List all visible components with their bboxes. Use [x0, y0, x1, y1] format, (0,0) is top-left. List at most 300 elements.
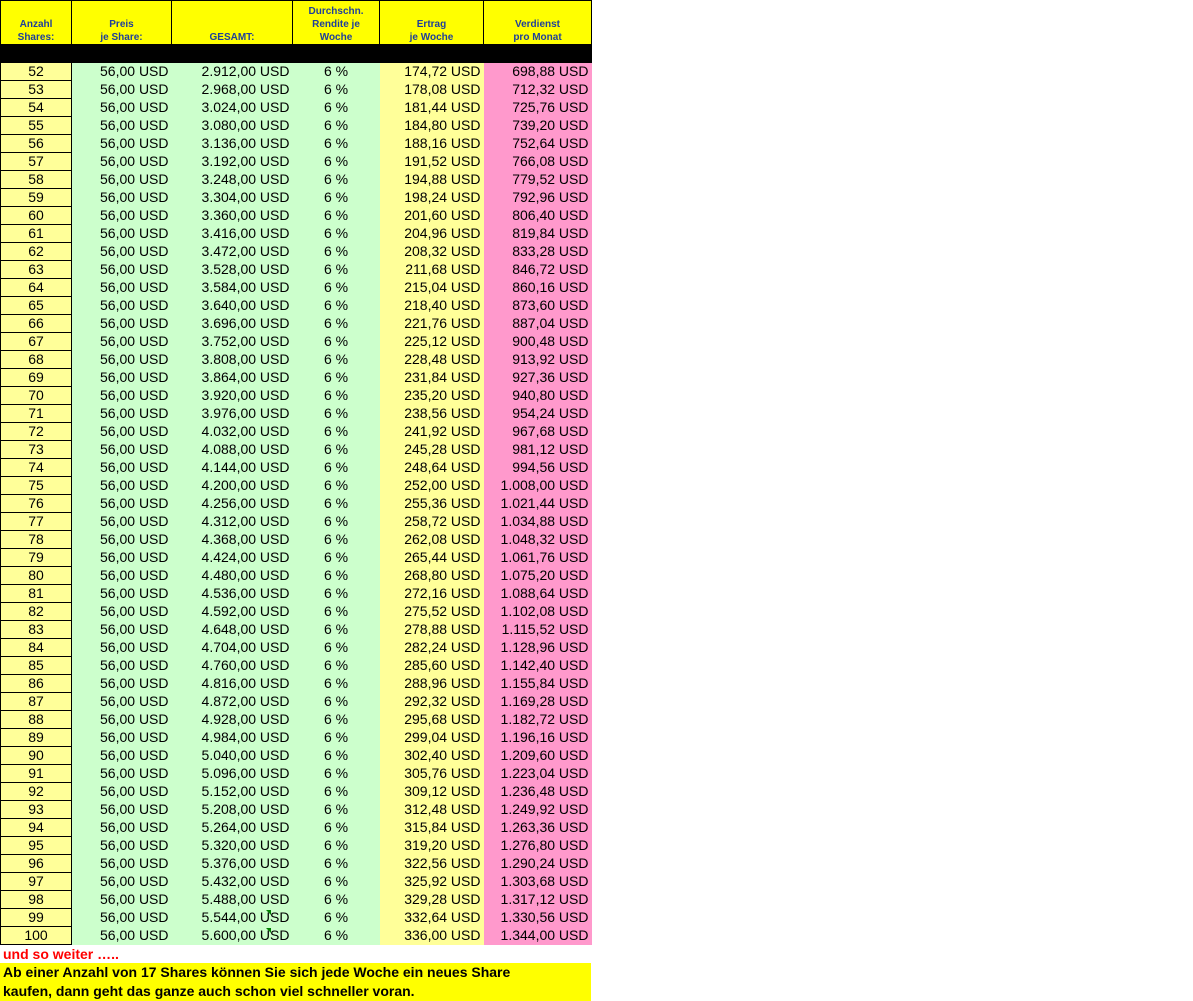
cell-gesamt[interactable]: 4.032,00 USD [172, 423, 293, 441]
cell-verdienst[interactable]: 1.196,16 USD [484, 729, 592, 747]
cell-gesamt[interactable]: 4.984,00 USD [172, 729, 293, 747]
cell-rendite[interactable]: 6 % [293, 855, 380, 873]
cell-shares[interactable]: 59 [1, 189, 72, 207]
cell-verdienst[interactable]: 1.102,08 USD [484, 603, 592, 621]
cell-gesamt[interactable]: 3.640,00 USD [172, 297, 293, 315]
cell-rendite[interactable]: 6 % [293, 387, 380, 405]
cell-shares[interactable]: 54 [1, 99, 72, 117]
cell-rendite[interactable]: 6 % [293, 225, 380, 243]
cell-gesamt[interactable]: 4.536,00 USD [172, 585, 293, 603]
cell-preis[interactable]: 56,00 USD [72, 423, 172, 441]
cell-gesamt[interactable]: 3.080,00 USD [172, 117, 293, 135]
cell-shares[interactable]: 96 [1, 855, 72, 873]
cell-preis[interactable]: 56,00 USD [72, 261, 172, 279]
cell-rendite[interactable]: 6 % [293, 675, 380, 693]
cell-rendite[interactable]: 6 % [293, 495, 380, 513]
cell-preis[interactable]: 56,00 USD [72, 117, 172, 135]
cell-preis[interactable]: 56,00 USD [72, 189, 172, 207]
cell-shares[interactable]: 93 [1, 801, 72, 819]
cell-preis[interactable]: 56,00 USD [72, 99, 172, 117]
cell-ertrag[interactable]: 312,48 USD [380, 801, 484, 819]
cell-ertrag[interactable]: 275,52 USD [380, 603, 484, 621]
header-rendite[interactable]: Durchschn. Rendite je Woche [293, 1, 380, 45]
cell-gesamt[interactable]: 3.808,00 USD [172, 351, 293, 369]
header-anzahl-shares[interactable]: Anzahl Shares: [1, 1, 72, 45]
cell-shares[interactable]: 55 [1, 117, 72, 135]
cell-shares[interactable]: 79 [1, 549, 72, 567]
cell-rendite[interactable]: 6 % [293, 369, 380, 387]
cell-preis[interactable]: 56,00 USD [72, 639, 172, 657]
cell-gesamt[interactable]: 3.976,00 USD [172, 405, 293, 423]
cell-preis[interactable]: 56,00 USD [72, 891, 172, 909]
cell-ertrag[interactable]: 235,20 USD [380, 387, 484, 405]
cell-ertrag[interactable]: 278,88 USD [380, 621, 484, 639]
cell-shares[interactable]: 57 [1, 153, 72, 171]
cell-verdienst[interactable]: 887,04 USD [484, 315, 592, 333]
cell-verdienst[interactable]: 860,16 USD [484, 279, 592, 297]
und-so-weiter-text[interactable]: und so weiter ….. [0, 945, 591, 963]
cell-gesamt[interactable]: 3.304,00 USD [172, 189, 293, 207]
cell-verdienst[interactable]: 1.115,52 USD [484, 621, 592, 639]
cell-ertrag[interactable]: 178,08 USD [380, 81, 484, 99]
cell-preis[interactable]: 56,00 USD [72, 729, 172, 747]
cell-rendite[interactable]: 6 % [293, 585, 380, 603]
cell-rendite[interactable]: 6 % [293, 711, 380, 729]
cell-verdienst[interactable]: 1.034,88 USD [484, 513, 592, 531]
cell-verdienst[interactable]: 1.303,68 USD [484, 873, 592, 891]
cell-rendite[interactable]: 6 % [293, 171, 380, 189]
cell-verdienst[interactable]: 1.330,56 USD [484, 909, 592, 927]
cell-shares[interactable]: 58 [1, 171, 72, 189]
cell-preis[interactable]: 56,00 USD [72, 801, 172, 819]
cell-ertrag[interactable]: 255,36 USD [380, 495, 484, 513]
cell-rendite[interactable]: 6 % [293, 549, 380, 567]
cell-rendite[interactable]: 6 % [293, 801, 380, 819]
cell-verdienst[interactable]: 766,08 USD [484, 153, 592, 171]
cell-gesamt[interactable]: 4.928,00 USD [172, 711, 293, 729]
cell-shares[interactable]: 81 [1, 585, 72, 603]
cell-preis[interactable]: 56,00 USD [72, 243, 172, 261]
cell-ertrag[interactable]: 315,84 USD [380, 819, 484, 837]
cell-verdienst[interactable]: 954,24 USD [484, 405, 592, 423]
cell-shares[interactable]: 72 [1, 423, 72, 441]
cell-rendite[interactable]: 6 % [293, 243, 380, 261]
cell-gesamt[interactable]: 5.096,00 USD [172, 765, 293, 783]
cell-ertrag[interactable]: 288,96 USD [380, 675, 484, 693]
cell-preis[interactable]: 56,00 USD [72, 441, 172, 459]
cell-verdienst[interactable]: 981,12 USD [484, 441, 592, 459]
cell-shares[interactable]: 71 [1, 405, 72, 423]
cell-shares[interactable]: 66 [1, 315, 72, 333]
cell-preis[interactable]: 56,00 USD [72, 927, 172, 945]
cell-ertrag[interactable]: 174,72 USD [380, 63, 484, 81]
cell-verdienst[interactable]: 1.344,00 USD [484, 927, 592, 945]
cell-ertrag[interactable]: 309,12 USD [380, 783, 484, 801]
cell-verdienst[interactable]: 913,92 USD [484, 351, 592, 369]
cell-verdienst[interactable]: 873,60 USD [484, 297, 592, 315]
cell-shares[interactable]: 84 [1, 639, 72, 657]
cell-ertrag[interactable]: 225,12 USD [380, 333, 484, 351]
cell-ertrag[interactable]: 215,04 USD [380, 279, 484, 297]
cell-shares[interactable]: 75 [1, 477, 72, 495]
cell-shares[interactable]: 99 [1, 909, 72, 927]
cell-shares[interactable]: 90 [1, 747, 72, 765]
cell-shares[interactable]: 70 [1, 387, 72, 405]
cell-verdienst[interactable]: 1.182,72 USD [484, 711, 592, 729]
cell-preis[interactable]: 56,00 USD [72, 351, 172, 369]
cell-gesamt[interactable]: 3.472,00 USD [172, 243, 293, 261]
cell-ertrag[interactable]: 245,28 USD [380, 441, 484, 459]
cell-gesamt[interactable]: 3.360,00 USD [172, 207, 293, 225]
cell-verdienst[interactable]: 752,64 USD [484, 135, 592, 153]
cell-shares[interactable]: 92 [1, 783, 72, 801]
cell-verdienst[interactable]: 1.169,28 USD [484, 693, 592, 711]
cell-preis[interactable]: 56,00 USD [72, 747, 172, 765]
cell-gesamt[interactable]: 4.704,00 USD [172, 639, 293, 657]
cell-rendite[interactable]: 6 % [293, 459, 380, 477]
cell-preis[interactable]: 56,00 USD [72, 531, 172, 549]
cell-ertrag[interactable]: 204,96 USD [380, 225, 484, 243]
cell-gesamt[interactable]: 5.264,00 USD [172, 819, 293, 837]
cell-verdienst[interactable]: 1.075,20 USD [484, 567, 592, 585]
cell-preis[interactable]: 56,00 USD [72, 711, 172, 729]
cell-preis[interactable]: 56,00 USD [72, 657, 172, 675]
cell-verdienst[interactable]: 819,84 USD [484, 225, 592, 243]
cell-ertrag[interactable]: 248,64 USD [380, 459, 484, 477]
cell-rendite[interactable]: 6 % [293, 423, 380, 441]
cell-verdienst[interactable]: 846,72 USD [484, 261, 592, 279]
cell-verdienst[interactable]: 927,36 USD [484, 369, 592, 387]
cell-rendite[interactable]: 6 % [293, 477, 380, 495]
cell-rendite[interactable]: 6 % [293, 279, 380, 297]
cell-preis[interactable]: 56,00 USD [72, 171, 172, 189]
cell-ertrag[interactable]: 322,56 USD [380, 855, 484, 873]
cell-preis[interactable]: 56,00 USD [72, 135, 172, 153]
cell-ertrag[interactable]: 285,60 USD [380, 657, 484, 675]
cell-preis[interactable]: 56,00 USD [72, 873, 172, 891]
header-ertrag[interactable]: Ertrag je Woche [380, 1, 484, 45]
cell-rendite[interactable]: 6 % [293, 189, 380, 207]
cell-verdienst[interactable]: 725,76 USD [484, 99, 592, 117]
cell-gesamt[interactable]: 4.088,00 USD [172, 441, 293, 459]
cell-shares[interactable]: 95 [1, 837, 72, 855]
cell-ertrag[interactable]: 258,72 USD [380, 513, 484, 531]
cell-preis[interactable]: 56,00 USD [72, 549, 172, 567]
cell-preis[interactable]: 56,00 USD [72, 585, 172, 603]
cell-shares[interactable]: 94 [1, 819, 72, 837]
cell-verdienst[interactable]: 1.088,64 USD [484, 585, 592, 603]
cell-rendite[interactable]: 6 % [293, 297, 380, 315]
cell-verdienst[interactable]: 833,28 USD [484, 243, 592, 261]
cell-preis[interactable]: 56,00 USD [72, 909, 172, 927]
cell-verdienst[interactable]: 712,32 USD [484, 81, 592, 99]
cell-shares[interactable]: 73 [1, 441, 72, 459]
cell-gesamt[interactable]: 5.544,00 USD [172, 909, 293, 927]
cell-gesamt[interactable]: 4.872,00 USD [172, 693, 293, 711]
cell-rendite[interactable]: 6 % [293, 117, 380, 135]
comment-flag-icon[interactable] [266, 910, 271, 915]
cell-verdienst[interactable]: 1.155,84 USD [484, 675, 592, 693]
cell-gesamt[interactable]: 3.920,00 USD [172, 387, 293, 405]
cell-verdienst[interactable]: 1.142,40 USD [484, 657, 592, 675]
cell-ertrag[interactable]: 265,44 USD [380, 549, 484, 567]
cell-preis[interactable]: 56,00 USD [72, 369, 172, 387]
cell-gesamt[interactable]: 4.256,00 USD [172, 495, 293, 513]
cell-ertrag[interactable]: 299,04 USD [380, 729, 484, 747]
cell-ertrag[interactable]: 201,60 USD [380, 207, 484, 225]
cell-rendite[interactable]: 6 % [293, 261, 380, 279]
cell-verdienst[interactable]: 1.048,32 USD [484, 531, 592, 549]
cell-gesamt[interactable]: 4.648,00 USD [172, 621, 293, 639]
cell-rendite[interactable]: 6 % [293, 909, 380, 927]
cell-preis[interactable]: 56,00 USD [72, 81, 172, 99]
cell-verdienst[interactable]: 967,68 USD [484, 423, 592, 441]
cell-rendite[interactable]: 6 % [293, 441, 380, 459]
cell-preis[interactable]: 56,00 USD [72, 693, 172, 711]
cell-verdienst[interactable]: 1.128,96 USD [484, 639, 592, 657]
comment-flag-icon[interactable] [266, 928, 271, 933]
cell-gesamt[interactable]: 5.600,00 USD [172, 927, 293, 945]
cell-preis[interactable]: 56,00 USD [72, 855, 172, 873]
cell-preis[interactable]: 56,00 USD [72, 279, 172, 297]
cell-ertrag[interactable]: 332,64 USD [380, 909, 484, 927]
cell-verdienst[interactable]: 779,52 USD [484, 171, 592, 189]
cell-ertrag[interactable]: 221,76 USD [380, 315, 484, 333]
cell-rendite[interactable]: 6 % [293, 891, 380, 909]
cell-preis[interactable]: 56,00 USD [72, 567, 172, 585]
cell-verdienst[interactable]: 1.223,04 USD [484, 765, 592, 783]
cell-rendite[interactable]: 6 % [293, 819, 380, 837]
cell-shares[interactable]: 89 [1, 729, 72, 747]
cell-gesamt[interactable]: 2.912,00 USD [172, 63, 293, 81]
cell-preis[interactable]: 56,00 USD [72, 459, 172, 477]
cell-gesamt[interactable]: 3.864,00 USD [172, 369, 293, 387]
cell-rendite[interactable]: 6 % [293, 693, 380, 711]
cell-preis[interactable]: 56,00 USD [72, 207, 172, 225]
cell-gesamt[interactable]: 4.480,00 USD [172, 567, 293, 585]
cell-shares[interactable]: 69 [1, 369, 72, 387]
header-preis-je-share[interactable]: Preis je Share: [72, 1, 172, 45]
cell-rendite[interactable]: 6 % [293, 513, 380, 531]
cell-rendite[interactable]: 6 % [293, 765, 380, 783]
cell-shares[interactable]: 88 [1, 711, 72, 729]
cell-ertrag[interactable]: 252,00 USD [380, 477, 484, 495]
cell-gesamt[interactable]: 5.152,00 USD [172, 783, 293, 801]
cell-rendite[interactable]: 6 % [293, 639, 380, 657]
cell-preis[interactable]: 56,00 USD [72, 621, 172, 639]
cell-gesamt[interactable]: 5.376,00 USD [172, 855, 293, 873]
cell-gesamt[interactable]: 3.136,00 USD [172, 135, 293, 153]
cell-preis[interactable]: 56,00 USD [72, 819, 172, 837]
cell-verdienst[interactable]: 1.249,92 USD [484, 801, 592, 819]
cell-verdienst[interactable]: 1.317,12 USD [484, 891, 592, 909]
cell-ertrag[interactable]: 268,80 USD [380, 567, 484, 585]
cell-rendite[interactable]: 6 % [293, 351, 380, 369]
cell-verdienst[interactable]: 806,40 USD [484, 207, 592, 225]
cell-preis[interactable]: 56,00 USD [72, 513, 172, 531]
cell-rendite[interactable]: 6 % [293, 783, 380, 801]
cell-rendite[interactable]: 6 % [293, 333, 380, 351]
cell-preis[interactable]: 56,00 USD [72, 315, 172, 333]
cell-gesamt[interactable]: 3.696,00 USD [172, 315, 293, 333]
cell-rendite[interactable]: 6 % [293, 657, 380, 675]
cell-verdienst[interactable]: 792,96 USD [484, 189, 592, 207]
cell-ertrag[interactable]: 208,32 USD [380, 243, 484, 261]
cell-gesamt[interactable]: 3.192,00 USD [172, 153, 293, 171]
cell-rendite[interactable]: 6 % [293, 153, 380, 171]
cell-ertrag[interactable]: 211,68 USD [380, 261, 484, 279]
cell-preis[interactable]: 56,00 USD [72, 387, 172, 405]
header-gesamt[interactable]: GESAMT: [172, 1, 293, 45]
cell-gesamt[interactable]: 5.040,00 USD [172, 747, 293, 765]
cell-gesamt[interactable]: 5.208,00 USD [172, 801, 293, 819]
cell-shares[interactable]: 56 [1, 135, 72, 153]
cell-shares[interactable]: 80 [1, 567, 72, 585]
cell-shares[interactable]: 91 [1, 765, 72, 783]
cell-verdienst[interactable]: 698,88 USD [484, 63, 592, 81]
cell-ertrag[interactable]: 262,08 USD [380, 531, 484, 549]
cell-gesamt[interactable]: 3.528,00 USD [172, 261, 293, 279]
cell-gesamt[interactable]: 5.320,00 USD [172, 837, 293, 855]
cell-rendite[interactable]: 6 % [293, 135, 380, 153]
cell-rendite[interactable]: 6 % [293, 531, 380, 549]
cell-gesamt[interactable]: 4.816,00 USD [172, 675, 293, 693]
cell-shares[interactable]: 53 [1, 81, 72, 99]
cell-gesamt[interactable]: 3.752,00 USD [172, 333, 293, 351]
cell-gesamt[interactable]: 5.432,00 USD [172, 873, 293, 891]
cell-ertrag[interactable]: 282,24 USD [380, 639, 484, 657]
cell-shares[interactable]: 98 [1, 891, 72, 909]
cell-preis[interactable]: 56,00 USD [72, 783, 172, 801]
cell-rendite[interactable]: 6 % [293, 315, 380, 333]
cell-gesamt[interactable]: 4.368,00 USD [172, 531, 293, 549]
cell-ertrag[interactable]: 181,44 USD [380, 99, 484, 117]
cell-ertrag[interactable]: 325,92 USD [380, 873, 484, 891]
cell-shares[interactable]: 87 [1, 693, 72, 711]
cell-gesamt[interactable]: 4.144,00 USD [172, 459, 293, 477]
cell-ertrag[interactable]: 231,84 USD [380, 369, 484, 387]
cell-shares[interactable]: 60 [1, 207, 72, 225]
cell-ertrag[interactable]: 218,40 USD [380, 297, 484, 315]
cell-verdienst[interactable]: 1.290,24 USD [484, 855, 592, 873]
cell-rendite[interactable]: 6 % [293, 621, 380, 639]
cell-ertrag[interactable]: 194,88 USD [380, 171, 484, 189]
cell-shares[interactable]: 64 [1, 279, 72, 297]
cell-ertrag[interactable]: 295,68 USD [380, 711, 484, 729]
cell-preis[interactable]: 56,00 USD [72, 603, 172, 621]
cell-shares[interactable]: 63 [1, 261, 72, 279]
cell-preis[interactable]: 56,00 USD [72, 225, 172, 243]
cell-shares[interactable]: 68 [1, 351, 72, 369]
cell-preis[interactable]: 56,00 USD [72, 477, 172, 495]
cell-shares[interactable]: 97 [1, 873, 72, 891]
cell-verdienst[interactable]: 1.021,44 USD [484, 495, 592, 513]
cell-shares[interactable]: 74 [1, 459, 72, 477]
cell-verdienst[interactable]: 1.061,76 USD [484, 549, 592, 567]
cell-rendite[interactable]: 6 % [293, 567, 380, 585]
cell-verdienst[interactable]: 994,56 USD [484, 459, 592, 477]
cell-shares[interactable]: 82 [1, 603, 72, 621]
header-verdienst[interactable]: Verdienst pro Monat [484, 1, 592, 45]
cell-gesamt[interactable]: 4.760,00 USD [172, 657, 293, 675]
cell-ertrag[interactable]: 336,00 USD [380, 927, 484, 945]
cell-verdienst[interactable]: 940,80 USD [484, 387, 592, 405]
cell-ertrag[interactable]: 191,52 USD [380, 153, 484, 171]
cell-shares[interactable]: 76 [1, 495, 72, 513]
cell-ertrag[interactable]: 272,16 USD [380, 585, 484, 603]
cell-verdienst[interactable]: 1.263,36 USD [484, 819, 592, 837]
cell-ertrag[interactable]: 228,48 USD [380, 351, 484, 369]
cell-verdienst[interactable]: 1.236,48 USD [484, 783, 592, 801]
cell-rendite[interactable]: 6 % [293, 729, 380, 747]
cell-rendite[interactable]: 6 % [293, 81, 380, 99]
cell-rendite[interactable]: 6 % [293, 207, 380, 225]
cell-gesamt[interactable]: 5.488,00 USD [172, 891, 293, 909]
cell-gesamt[interactable]: 4.200,00 USD [172, 477, 293, 495]
cell-rendite[interactable]: 6 % [293, 603, 380, 621]
cell-preis[interactable]: 56,00 USD [72, 405, 172, 423]
cell-ertrag[interactable]: 319,20 USD [380, 837, 484, 855]
cell-gesamt[interactable]: 4.592,00 USD [172, 603, 293, 621]
cell-shares[interactable]: 52 [1, 63, 72, 81]
cell-rendite[interactable]: 6 % [293, 873, 380, 891]
cell-rendite[interactable]: 6 % [293, 63, 380, 81]
cell-shares[interactable]: 61 [1, 225, 72, 243]
notice-box[interactable] [0, 963, 591, 1001]
cell-ertrag[interactable]: 184,80 USD [380, 117, 484, 135]
cell-shares[interactable]: 78 [1, 531, 72, 549]
cell-gesamt[interactable]: 4.312,00 USD [172, 513, 293, 531]
cell-preis[interactable]: 56,00 USD [72, 153, 172, 171]
cell-shares[interactable]: 77 [1, 513, 72, 531]
cell-shares[interactable]: 62 [1, 243, 72, 261]
cell-gesamt[interactable]: 3.584,00 USD [172, 279, 293, 297]
cell-ertrag[interactable]: 305,76 USD [380, 765, 484, 783]
cell-gesamt[interactable]: 2.968,00 USD [172, 81, 293, 99]
cell-ertrag[interactable]: 241,92 USD [380, 423, 484, 441]
cell-shares[interactable]: 85 [1, 657, 72, 675]
cell-verdienst[interactable]: 1.276,80 USD [484, 837, 592, 855]
cell-ertrag[interactable]: 302,40 USD [380, 747, 484, 765]
cell-gesamt[interactable]: 3.416,00 USD [172, 225, 293, 243]
cell-ertrag[interactable]: 238,56 USD [380, 405, 484, 423]
cell-rendite[interactable]: 6 % [293, 837, 380, 855]
cell-ertrag[interactable]: 198,24 USD [380, 189, 484, 207]
cell-preis[interactable]: 56,00 USD [72, 495, 172, 513]
cell-verdienst[interactable]: 1.008,00 USD [484, 477, 592, 495]
cell-preis[interactable]: 56,00 USD [72, 63, 172, 81]
cell-rendite[interactable]: 6 % [293, 405, 380, 423]
cell-verdienst[interactable]: 900,48 USD [484, 333, 592, 351]
cell-preis[interactable]: 56,00 USD [72, 333, 172, 351]
cell-rendite[interactable]: 6 % [293, 927, 380, 945]
cell-ertrag[interactable]: 329,28 USD [380, 891, 484, 909]
cell-rendite[interactable]: 6 % [293, 99, 380, 117]
cell-preis[interactable]: 56,00 USD [72, 765, 172, 783]
cell-ertrag[interactable]: 188,16 USD [380, 135, 484, 153]
cell-preis[interactable]: 56,00 USD [72, 297, 172, 315]
cell-gesamt[interactable]: 4.424,00 USD [172, 549, 293, 567]
cell-verdienst[interactable]: 739,20 USD [484, 117, 592, 135]
cell-ertrag[interactable]: 292,32 USD [380, 693, 484, 711]
cell-preis[interactable]: 56,00 USD [72, 675, 172, 693]
cell-rendite[interactable]: 6 % [293, 747, 380, 765]
cell-preis[interactable]: 56,00 USD [72, 837, 172, 855]
cell-shares[interactable]: 65 [1, 297, 72, 315]
cell-shares[interactable]: 86 [1, 675, 72, 693]
cell-shares[interactable]: 83 [1, 621, 72, 639]
cell-shares[interactable]: 100 [1, 927, 72, 945]
